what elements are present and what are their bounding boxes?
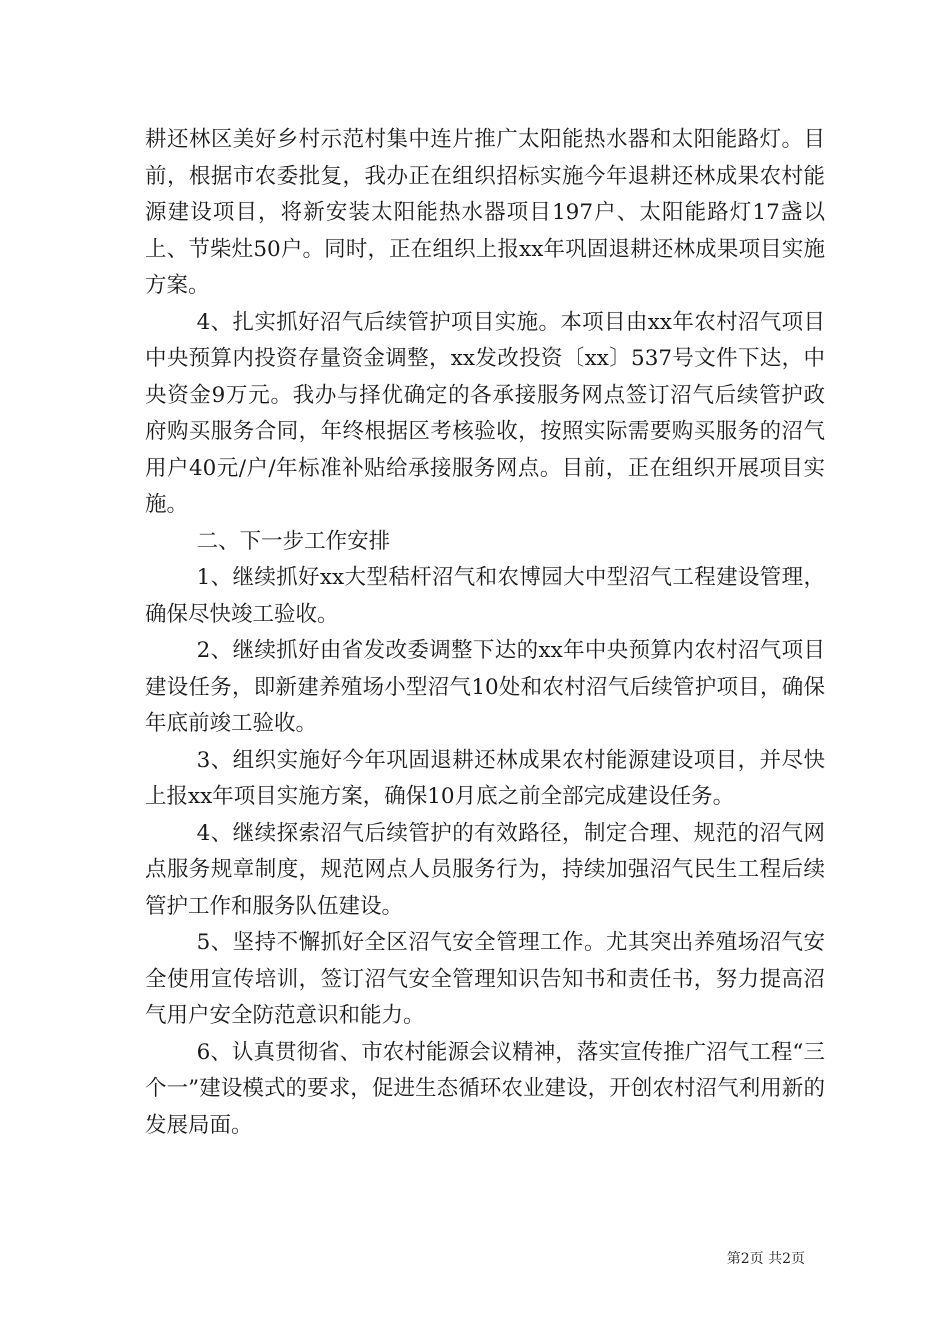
document-body [145,122,825,1144]
paragraph-next-item-4: 4、继续探索沼气后续管护的有效路径，制定合理、规范的沼气网点服务规章制度，规范网点人员服务行为，持续加强沼气民生工程后续管护工作和服务队伍建设。 [145,820,825,919]
paragraph-item-4: 4、扎实抓好沼气后续管护项目实施。本项目由xx年农村沼气项目中央预算内投资存量资金调整，xx发改投资〔xx〕537号文件下达，中央资金9万元。我办与择优确定的各承接服务网点签订沼气后续管护政府购买服务合同，年终根据区考核验收，按照实际需要购买服务的沼气用户40元/户/年标准补贴给承接服务网点。目前，正在组织开展项目实施。 [145,309,825,517]
paragraph-next-item-5: 5、坚持不懈抓好全区沼气安全管理工作。尤其突出养殖场沼气安全使用宣传培训，签订沼气安全管理知识告知书和责任书，努力提高沼气用户安全防范意识和能力。 [145,930,825,1028]
paragraph-next-item-6: 6、认真贯彻省、市农村能源会议精神，落实宣传推广沼气工程“三个一”建设模式的要求，促进生态循环农业建设，开创农村沼气利用新的发展局面。 [145,1039,825,1138]
section-heading-next-steps: 二、下一步工作安排 [196,528,391,554]
paragraph-next-item-1: 1、继续抓好xx大型秸杆沼气和农博园大中型沼气工程建设管理，确保尽快竣工验收。 [145,565,825,627]
paragraph-next-item-3: 3、组织实施好今年巩固退耕还林成果农村能源建设项目，并尽快上报xx年项目实施方案，确保10月底之前全部完成建设任务。 [145,747,825,809]
paragraph-next-item-2: 2、继续抓好由省发改委调整下达的xx年中央预算内农村沼气项目建设任务，即新建养殖场小型沼气10处和农村沼气后续管护项目，确保年底前竣工验收。 [145,638,825,736]
paragraph-continued: 耕还林区美好乡村示范村集中连片推广太阳能热水器和太阳能路灯。目前，根据市农委批复，我办正在组织招标实施今年退耕还林成果农村能源建设项目，将新安装太阳能热水器项目197户、太阳能路灯17盏以上、节柴灶50户。同时，正在组织上报xx年巩固退耕还林成果项目实施方案。 [145,127,825,298]
page-number: 第2页 共2页 [726,1251,805,1267]
